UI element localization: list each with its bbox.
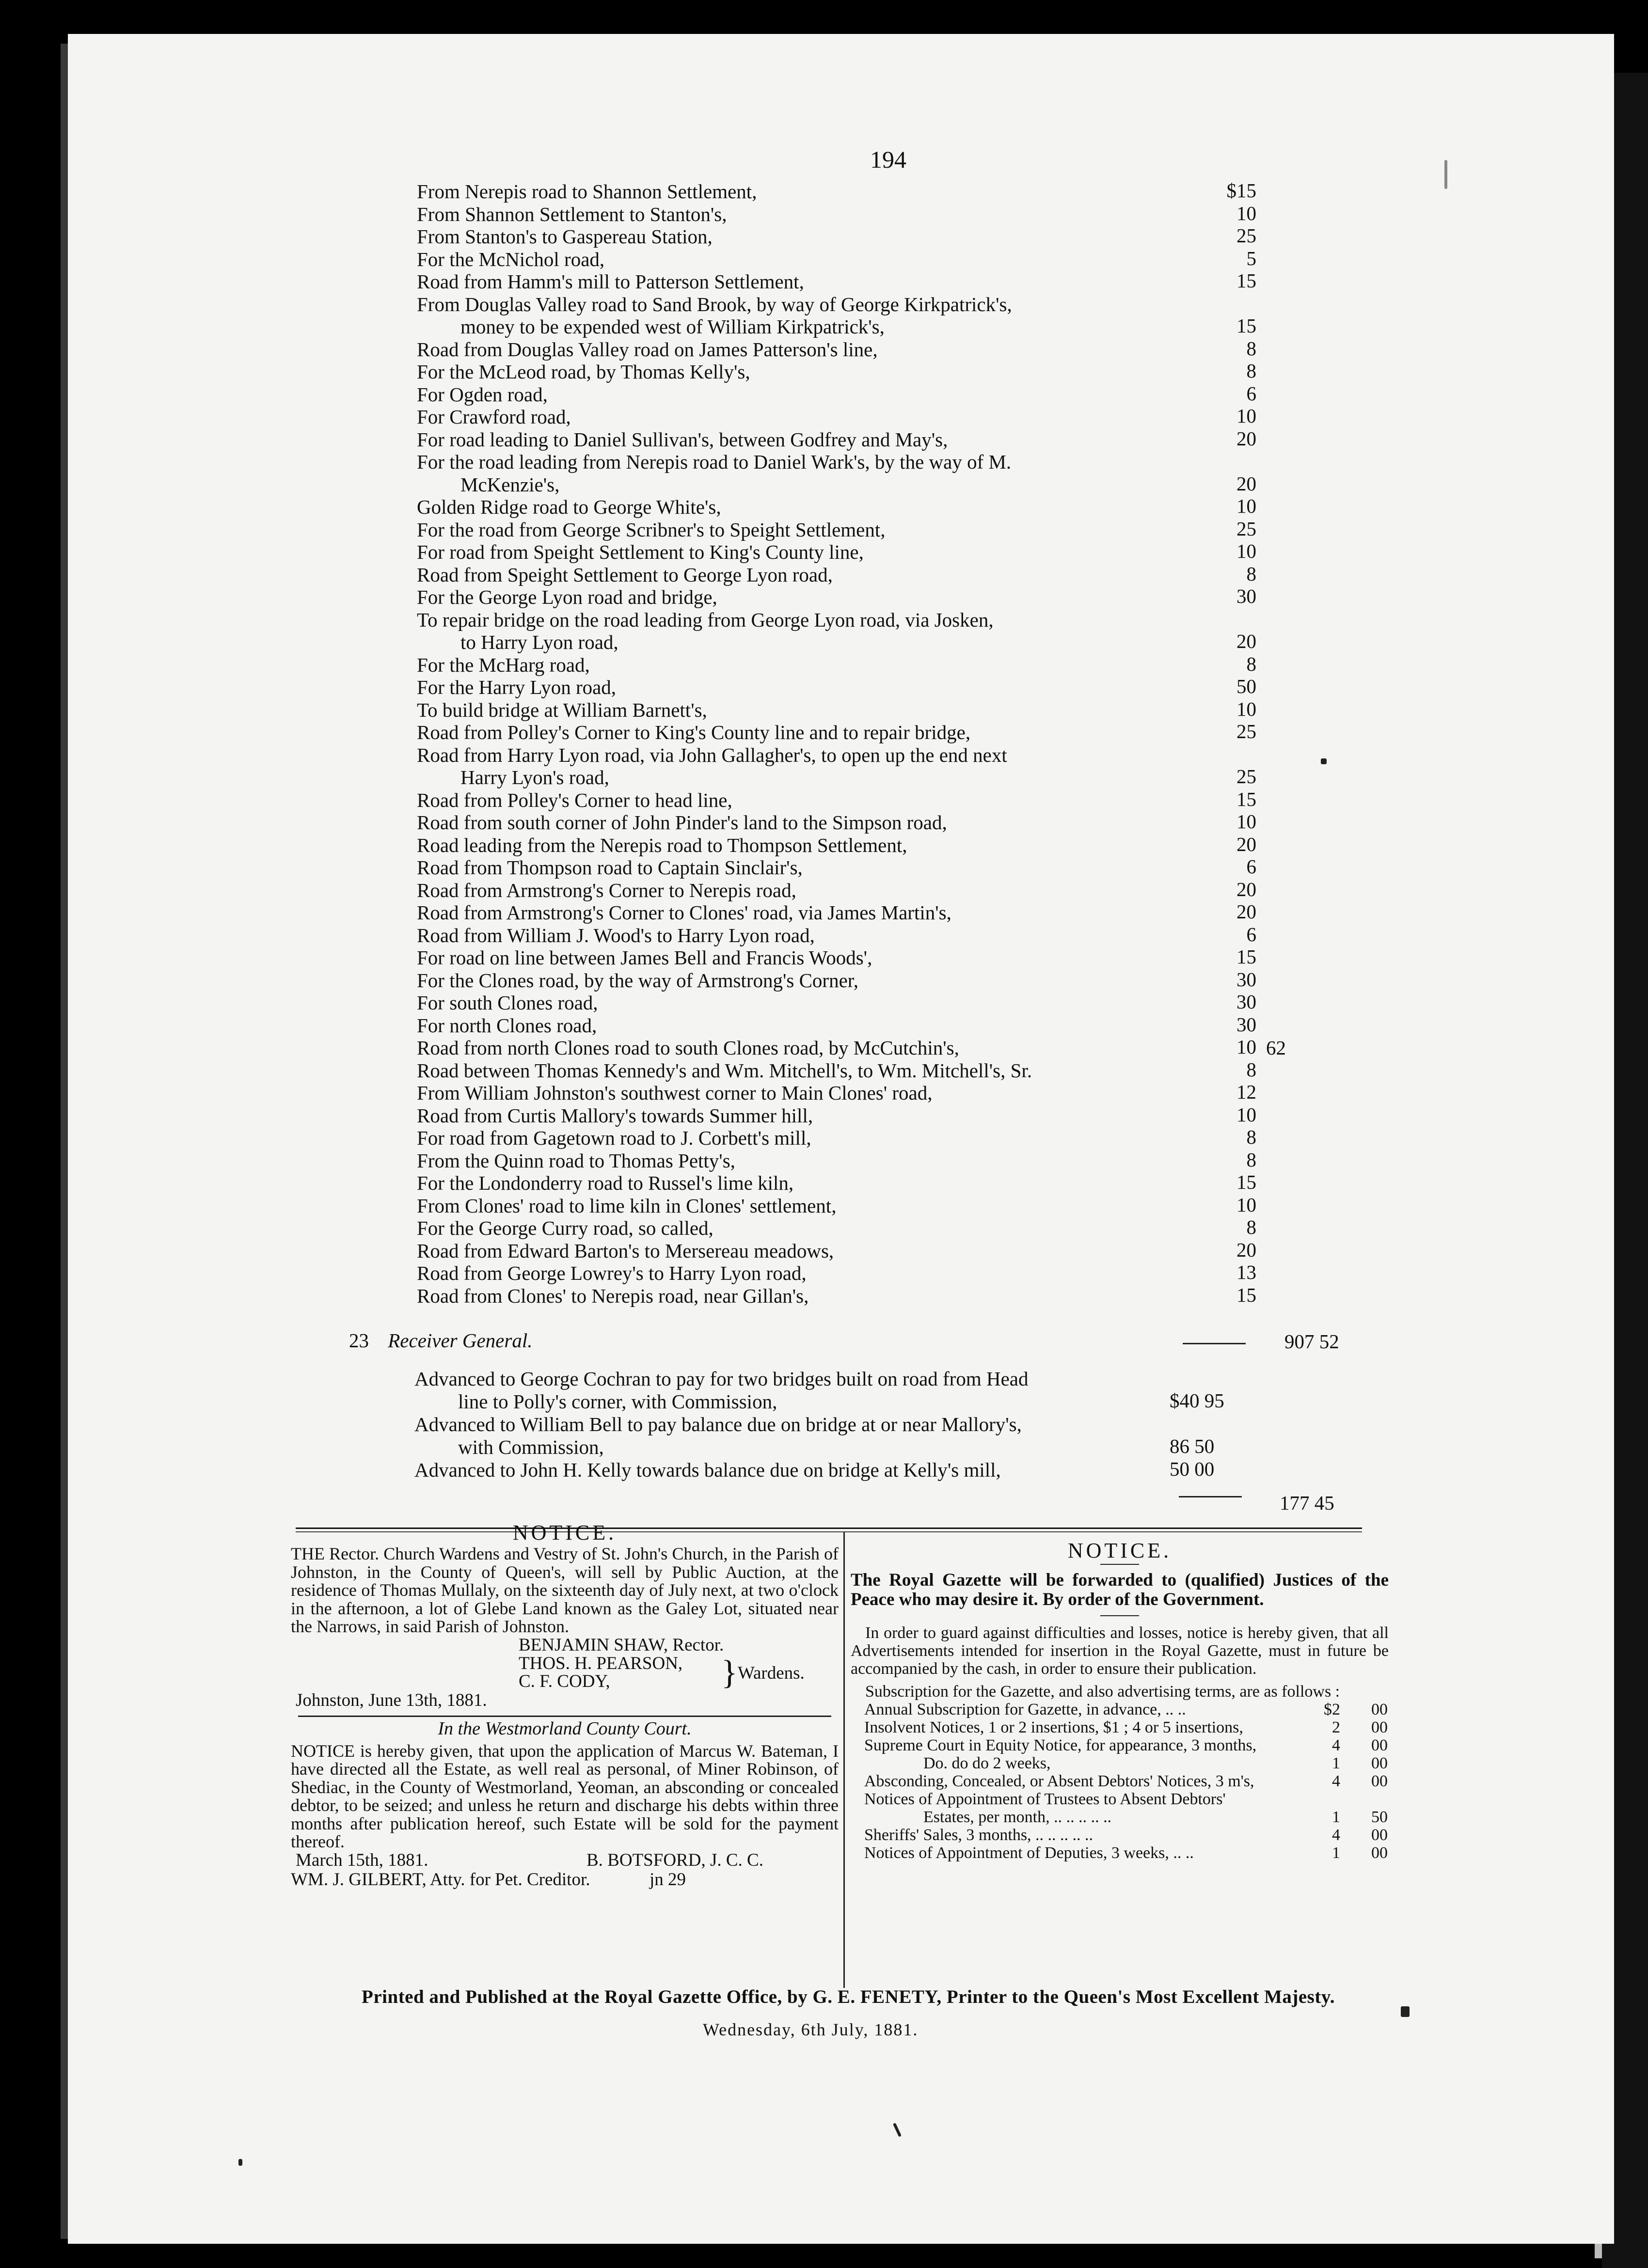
advance-text: Advanced to John H. Kelly towards balance due on bridge at Kelly's mill, [414, 1459, 1001, 1481]
notice-reference: jn 29 [650, 1869, 686, 1890]
road-entry [417, 1126, 1256, 1150]
item-number: 23 [349, 1329, 369, 1352]
fee-row [851, 1718, 1389, 1736]
fee-dollars: 4 [1332, 1772, 1340, 1790]
road-entry [417, 315, 1256, 338]
road-entry-amount: 10 [1236, 1036, 1256, 1058]
imprint-date: Wednesday, 6th July, 1881. [703, 2020, 919, 2039]
fee-row [851, 1844, 1389, 1862]
road-entry-amount: 25 [1236, 224, 1256, 247]
advance-text: Advanced to William Bell to pay balance due on bridge at or near Mallory's, [414, 1413, 1022, 1435]
road-entry [417, 179, 1256, 203]
road-entry-amount: 50 [1236, 675, 1256, 697]
advertisement-notice: In order to guard against difficulties and losses, notice is hereby given, that all Advertisements intended for insertion in the Royal Gazette, must in future be accompanied by the cash, in order to ensure their publication. [851, 1624, 1389, 1678]
road-entry-text: From Clones' road to lime kiln in Clones' settlement, [417, 1194, 837, 1217]
road-entry-text: Road leading from the Nerepis road to Thompson Settlement, [417, 834, 907, 856]
road-entry-amount: 6 [1246, 923, 1256, 945]
road-entry-amount: 15 [1236, 1283, 1256, 1306]
road-entry [417, 1283, 1256, 1307]
ink-speck [1444, 160, 1447, 189]
road-entry-amount: 15 [1236, 1171, 1256, 1193]
road-entry-amount: 20 [1236, 472, 1256, 495]
advance-entry [414, 1413, 1248, 1436]
road-entry [417, 675, 1256, 699]
fee-dollars: 1 [1332, 1808, 1340, 1826]
road-entry-amount: 20 [1236, 630, 1256, 652]
road-entry-text: For Ogden road, [417, 383, 548, 406]
advances-list [414, 1368, 1248, 1481]
road-entry-amount: 10 [1236, 1103, 1256, 1126]
fee-cents: 00 [1371, 1844, 1388, 1862]
road-entry [417, 855, 1256, 879]
fee-row [851, 1790, 1389, 1808]
road-entry [417, 269, 1256, 293]
ink-speck [1401, 2006, 1410, 2017]
auction-notice-body: THE Rector. Church Wardens and Vestry of St. John's Church, in the Parish of Johnston, in the County of Queen's, will sell by Public Auction, at the residence of Thomas Mullaly, on the sixteenth day of July next, at two o'clock in the afternoon, a lot of Glebe Land known as the Galey Lot, situated near the Narrows, in said Parish of Johnston. [291, 1544, 839, 1636]
road-entry-text: Road from Thompson road to Captain Sinclair's, [417, 856, 803, 879]
road-entry [417, 765, 1256, 789]
road-entry-amount: 20 [1236, 900, 1256, 923]
road-entry-amount: 13 [1236, 1261, 1256, 1283]
road-entry-text: From Douglas Valley road to Sand Brook, by way of George Kirkpatrick's, [417, 293, 1012, 315]
road-entry-amount: 10 [1236, 697, 1256, 720]
road-entry-amount: 10 [1236, 810, 1256, 833]
road-entry-text: Road from Harry Lyon road, via John Gallagher's, to open up the end next [417, 743, 1007, 766]
road-entry-amount: 30 [1236, 585, 1256, 607]
road-entry-amount: 15 [1236, 788, 1256, 810]
fee-label: Insolvent Notices, 1 or 2 insertions, $1 ; 4 or 5 insertions, [864, 1718, 1243, 1736]
road-entry-text: Road from Hamm's mill to Patterson Settlement, [417, 270, 804, 293]
road-entry-text: For road from Speight Settlement to King's County line, [417, 541, 864, 563]
road-entry-text: Road from Edward Barton's to Mersereau meadows, [417, 1239, 834, 1262]
road-entry [417, 224, 1256, 248]
court-heading: In the Westmorland County Court. [438, 1718, 692, 1739]
rule [1100, 1615, 1139, 1616]
fee-dollars: 1 [1332, 1844, 1340, 1862]
road-entry [417, 788, 1256, 812]
road-entry-text: For road leading to Daniel Sullivan's, between Godfrey and May's, [417, 428, 948, 451]
fee-dollars: 4 [1332, 1736, 1340, 1754]
road-entry-amount: 8 [1246, 1126, 1256, 1148]
road-entry-text: money to be expended west of William Kirkpatrick's, [460, 315, 885, 338]
road-entry [417, 1238, 1256, 1262]
fee-list [851, 1701, 1389, 1862]
fee-cents: 00 [1371, 1772, 1388, 1790]
road-entry [417, 1216, 1256, 1240]
road-entry-amount: 20 [1236, 878, 1256, 900]
road-entry-amount: 8 [1246, 562, 1256, 585]
road-entry [417, 968, 1256, 992]
road-entry-text: Road from Speight Settlement to George Lyon road, [417, 563, 833, 586]
road-entry [417, 585, 1256, 609]
judge-signature: B. BOTSFORD, J. C. C. [586, 1850, 763, 1870]
fee-label: Estates, per month, .. .. .. .. .. [923, 1808, 1112, 1826]
road-entry-text: For south Clones road, [417, 992, 598, 1014]
road-entry-amount: 20 [1236, 833, 1256, 855]
road-entry [417, 562, 1256, 586]
road-entry [417, 945, 1256, 969]
road-entry [417, 540, 1256, 564]
road-entry-amount: 20 [1236, 427, 1256, 450]
road-entry [417, 609, 1241, 631]
fee-dollars: 4 [1332, 1826, 1340, 1844]
road-entry-amount: 30 [1236, 968, 1256, 991]
road-entry-cents: 62 [1266, 1037, 1286, 1059]
road-entry-text: For the George Lyon road and bridge, [417, 586, 717, 608]
road-entry-text: For the Clones road, by the way of Armstrong's Corner, [417, 969, 859, 992]
advance-text: Advanced to George Cochran to pay for two bridges built on road from Head [414, 1368, 1029, 1390]
attorney-line: WM. J. GILBERT, Atty. for Pet. Creditor. [291, 1869, 590, 1890]
advance-text: with Commission, [458, 1436, 604, 1458]
road-entry-text: Road from Polley's Corner to head line, [417, 788, 732, 811]
gazette-notice: The Royal Gazette will be forwarded to (qualified) Justices of the Peace who may desire it. By order of the Government. [851, 1570, 1389, 1609]
road-entry-text: For road from Gagetown road to J. Corbett's mill, [417, 1127, 811, 1149]
road-entry [417, 900, 1256, 924]
ink-speck [1321, 758, 1327, 764]
road-entry-amount: 25 [1236, 720, 1256, 742]
fee-row [851, 1772, 1389, 1790]
road-entry [417, 360, 1256, 383]
advance-text: line to Polly's corner, with Commission, [458, 1390, 777, 1413]
fee-label: Annual Subscription for Gazette, in advance, .. .. [864, 1701, 1186, 1718]
road-entry [417, 1261, 1256, 1285]
road-entry [417, 630, 1256, 654]
road-entry-text: For the McNichol road, [417, 248, 605, 270]
road-entry-amount: $15 [1226, 179, 1256, 202]
fee-row [851, 1826, 1389, 1844]
road-entry-text: Road from Clones' to Nerepis road, near Gillan's, [417, 1284, 809, 1307]
fee-row [851, 1701, 1389, 1718]
fee-dollars: $2 [1324, 1701, 1340, 1718]
notice-place-date: Johnston, June 13th, 1881. [296, 1690, 487, 1710]
road-entry-text: to Harry Lyon road, [460, 631, 618, 653]
road-entry [417, 472, 1256, 496]
road-entry [417, 1103, 1256, 1127]
right-column [851, 1539, 1389, 1862]
fee-label: Sheriffs' Sales, 3 months, .. .. .. .. .. [864, 1826, 1093, 1844]
rule [1100, 1564, 1139, 1565]
road-entry-text: For the McLeod road, by Thomas Kelly's, [417, 361, 750, 383]
road-entry-text: From William Johnston's southwest corner to Main Clones' road, [417, 1082, 933, 1104]
left-column [291, 1521, 839, 1890]
receiver-general-title: Receiver General. [388, 1329, 533, 1352]
road-entry-text: From Nerepis road to Shannon Settlement, [417, 180, 757, 203]
advance-entry [414, 1436, 1248, 1459]
road-entry-amount: 10 [1236, 405, 1256, 427]
advance-amount: 50 00 [1170, 1458, 1215, 1480]
wardens-label: Wardens. [738, 1663, 805, 1683]
ink-speck [238, 2159, 242, 2166]
fee-cents: 00 [1371, 1701, 1388, 1718]
total-rule [1183, 1343, 1246, 1344]
road-entry-amount: 15 [1236, 315, 1256, 337]
road-entry-amount: 8 [1246, 1058, 1256, 1081]
fee-row [851, 1754, 1389, 1772]
advance-entry [414, 1368, 1248, 1390]
road-entry [417, 1081, 1256, 1104]
road-entry [417, 1036, 1286, 1059]
fee-label: Absconding, Concealed, or Absent Debtors' Notices, 3 m's, [864, 1772, 1254, 1790]
road-entry-amount: 8 [1246, 360, 1256, 382]
road-entry-amount: 8 [1246, 1216, 1256, 1238]
road-entry-amount: 10 [1236, 495, 1256, 517]
road-entry-amount: 12 [1236, 1081, 1256, 1103]
road-entry [417, 202, 1256, 226]
road-entry [417, 293, 1241, 316]
road-entry [417, 720, 1256, 744]
fee-cents: 50 [1371, 1808, 1388, 1826]
fee-cents: 00 [1371, 1826, 1388, 1844]
fee-cents: 00 [1371, 1736, 1388, 1754]
road-entry-amount: 6 [1246, 382, 1256, 405]
road-entry [417, 991, 1256, 1014]
road-entry-text: Road from Polley's Corner to King's County line and to repair bridge, [417, 721, 971, 743]
road-entry-text: From the Quinn road to Thomas Petty's, [417, 1149, 735, 1172]
road-entry-text: To build bridge at William Barnett's, [417, 698, 707, 721]
road-entry-text: Road from Armstrong's Corner to Nerepis road, [417, 879, 796, 901]
road-entry-text: Road from north Clones road to south Clones road, by McCutchin's, [417, 1037, 959, 1059]
road-entry-text: For Crawford road, [417, 406, 571, 428]
road-entry-text: For the road from George Scribner's to Speight Settlement, [417, 518, 886, 541]
fee-dollars: 1 [1332, 1754, 1340, 1772]
road-entry-text: For road on line between James Bell and Francis Woods', [417, 946, 872, 969]
road-entry-amount: 25 [1236, 765, 1256, 788]
column-divider [843, 1532, 845, 1988]
road-entry-amount: 10 [1236, 202, 1256, 224]
road-entry-amount: 8 [1246, 337, 1256, 360]
road-entry [417, 382, 1256, 406]
road-entry-amount: 8 [1246, 1148, 1256, 1171]
fee-cents: 00 [1371, 1754, 1388, 1772]
page-number: 194 [870, 146, 906, 173]
road-entry-amount: 5 [1246, 247, 1256, 269]
road-entry [417, 1193, 1256, 1217]
road-entry-text: From Stanton's to Gaspereau Station, [417, 225, 713, 248]
road-entry [417, 1058, 1256, 1082]
fee-cents: 00 [1371, 1718, 1388, 1736]
advance-entry [414, 1390, 1248, 1413]
road-entry [417, 810, 1256, 834]
road-entry-text: McKenzie's, [460, 473, 560, 496]
road-entry-amount: 30 [1236, 1013, 1256, 1036]
road-entry-amount: 10 [1236, 540, 1256, 562]
road-entry-text: Road from George Lowrey's to Harry Lyon road, [417, 1262, 807, 1284]
road-entry-text: Road from south corner of John Pinder's land to the Simpson road, [417, 811, 947, 834]
road-entry-text: For the Harry Lyon road, [417, 676, 617, 698]
road-entry-text: For the George Curry road, so called, [417, 1217, 713, 1239]
terms-intro: Subscription for the Gazette, and also advertising terms, are as follows : [865, 1683, 1340, 1701]
road-entry-text: Road from William J. Wood's to Harry Lyon road, [417, 924, 815, 946]
fee-label: Do. do do 2 weeks, [923, 1754, 1051, 1772]
road-entry-text: Road between Thomas Kennedy's and Wm. Mitchell's, to Wm. Mitchell's, Sr. [417, 1059, 1032, 1082]
rector-signature: BENJAMIN SHAW, Rector. [519, 1635, 724, 1655]
advance-amount: 86 50 [1170, 1435, 1215, 1457]
advance-entry [414, 1459, 1248, 1481]
fee-label: Supreme Court in Equity Notice, for appearance, 3 months, [864, 1736, 1257, 1754]
road-entry-amount: 10 [1236, 1193, 1256, 1216]
rule [298, 1716, 831, 1717]
road-entry-text: Road from Armstrong's Corner to Clones' road, via James Martin's, [417, 901, 951, 924]
total-rule [1179, 1496, 1242, 1497]
road-entry-amount: 30 [1236, 991, 1256, 1013]
imprint-line: Printed and Published at the Royal Gazette Office, by G. E. FENETY, Printer to the Queen's Most Excellent Majesty. [362, 1986, 1335, 2007]
road-entry-text: For north Clones road, [417, 1014, 597, 1037]
section-total: 907 52 [1284, 1330, 1339, 1353]
road-entry [417, 1148, 1256, 1172]
road-entry-text: Harry Lyon's road, [460, 766, 609, 788]
warden-signature: THOS. H. PEARSON, [519, 1653, 683, 1673]
road-entry-text: Road from Douglas Valley road on James Patterson's line, [417, 338, 878, 361]
road-entries-list [417, 179, 1286, 1307]
road-entry [417, 652, 1256, 677]
brace: } [721, 1654, 738, 1691]
advance-amount: $40 95 [1170, 1389, 1224, 1412]
road-entry [417, 833, 1256, 857]
road-entry [417, 923, 1256, 947]
court-notice-date: March 15th, 1881. [296, 1850, 428, 1870]
road-entry-amount: 15 [1236, 945, 1256, 968]
road-entry-text: Golden Ridge road to George White's, [417, 496, 721, 518]
road-entry [417, 1013, 1256, 1037]
road-entry-amount: 25 [1236, 517, 1256, 540]
road-entry-text: To repair bridge on the road leading from George Lyon road, via Josken, [417, 608, 994, 631]
fee-label: Notices of Appointment of Deputies, 3 weeks, .. .. [864, 1844, 1194, 1862]
road-entry-text: For the McHarg road, [417, 653, 590, 676]
receiver-general-heading [349, 1329, 532, 1352]
fee-dollars: 2 [1332, 1718, 1340, 1736]
warden-signature: C. F. CODY, [519, 1671, 610, 1691]
road-entry-amount: 20 [1236, 1238, 1256, 1261]
road-entry-text: For the road leading from Nerepis road to Daniel Wark's, by the way of M. [417, 451, 1012, 473]
road-entry [417, 517, 1256, 541]
road-entry [417, 427, 1256, 451]
road-entry [417, 495, 1256, 519]
road-entry [417, 337, 1256, 361]
road-entry [417, 247, 1256, 271]
road-entry-amount: 8 [1246, 652, 1256, 675]
road-entry-amount: 6 [1246, 855, 1256, 878]
road-entry-text: From Shannon Settlement to Stanton's, [417, 203, 727, 225]
road-entry-text: For the Londonderry road to Russel's lime kiln, [417, 1172, 794, 1194]
fee-row [851, 1808, 1389, 1826]
road-entry [417, 744, 1241, 767]
fee-row [851, 1736, 1389, 1754]
road-entry [417, 405, 1256, 428]
road-entry-amount: 15 [1236, 269, 1256, 292]
notice-title: NOTICE. [512, 1521, 617, 1544]
road-entry [417, 451, 1241, 473]
court-notice-body: NOTICE is hereby given, that upon the application of Marcus W. Bateman, I have directed all the Estate, as well real as personal, of Miner Robinson, of Shediac, in the County of Westmorland, Yeoman, an absconding or concealed debtor, to be seized; and unless he return and discharge his debts within three months after publication hereof, such Estate will be sold for the payment thereof. [291, 1741, 839, 1851]
road-entry [417, 878, 1256, 902]
section-total: 177 45 [1280, 1492, 1334, 1514]
road-entry [417, 1171, 1256, 1195]
road-entry [417, 697, 1256, 722]
road-entry-text: Road from Curtis Mallory's towards Summer hill, [417, 1104, 813, 1127]
fee-label: Notices of Appointment of Trustees to Absent Debtors' [864, 1790, 1226, 1808]
notice-title: NOTICE. [1067, 1539, 1172, 1562]
